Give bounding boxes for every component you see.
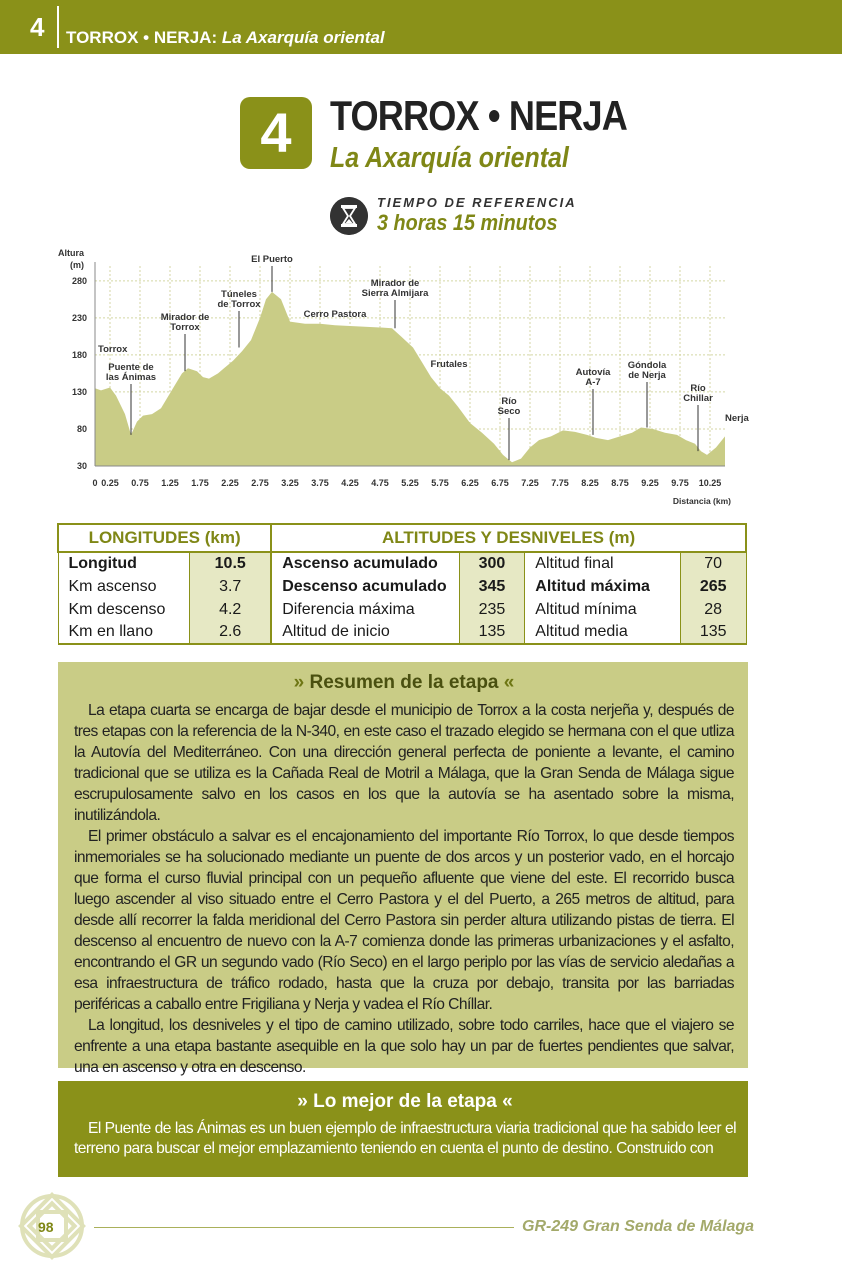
x-tick-label: 6.25 bbox=[461, 478, 479, 488]
waypoint-label: Mirador de bbox=[370, 278, 420, 289]
x-tick-label: 7.75 bbox=[551, 478, 569, 488]
descent-label: Descenso acumulado bbox=[271, 575, 459, 598]
final-altitude-value: 70 bbox=[680, 552, 746, 575]
waypoint-label: A-7 bbox=[585, 377, 601, 388]
stage-stats-table bbox=[57, 523, 747, 645]
x-tick-label: 2.75 bbox=[251, 478, 269, 488]
max-difference-label: Diferencia máxima bbox=[271, 598, 459, 621]
waypoint-label: Nerja bbox=[725, 413, 749, 424]
elevation-profile-chart bbox=[50, 244, 760, 514]
x-tick-label: 1.25 bbox=[161, 478, 179, 488]
start-altitude-label: Altitud de inicio bbox=[271, 621, 459, 644]
summary-paragraph: La etapa cuarta se encarga de bajar desde el municipio de Torrox a la costa nerjeña y, después de tres etapas con la referencia de la N-340, en este caso el trazado elegido se hermana con el que utliza la Autovía del Mediterráneo. Con una dirección general perfecta de poniente a levante, el camino tradicional que se utiliza es la Cañada Real de Motril a Málaga, que la Gran Senda de Málaga sigue escrupulosamente salvo en los casos en los que la autovía se ha asentado sobre la misma, inutilizándola. bbox=[74, 702, 734, 824]
waypoint-label: Chillar bbox=[683, 393, 713, 404]
double-chevron-left-icon: « bbox=[503, 672, 515, 693]
ascent-value: 300 bbox=[459, 552, 525, 575]
waypoint-label: las Ánimas bbox=[105, 372, 157, 383]
x-tick-label: 9.25 bbox=[641, 478, 659, 488]
y-tick-label: 230 bbox=[71, 312, 87, 323]
max-altitude-label: Altitud máxima bbox=[525, 575, 681, 598]
altitudes-header: ALTITUDES Y DESNIVELES (m) bbox=[271, 524, 746, 552]
x-tick-label: 3.75 bbox=[311, 478, 329, 488]
lengths-header: LONGITUDES (km) bbox=[58, 524, 271, 552]
start-altitude-value: 135 bbox=[459, 621, 525, 644]
min-altitude-value: 28 bbox=[680, 598, 746, 621]
x-tick-label: 0.25 bbox=[101, 478, 119, 488]
highlights-heading-text: Lo mejor de la etapa bbox=[313, 1091, 497, 1112]
header-stage-number: 4 bbox=[30, 12, 45, 42]
x-tick-label: 3.25 bbox=[281, 478, 299, 488]
length-value: 10.5 bbox=[190, 552, 271, 575]
stats-header-row bbox=[58, 524, 746, 552]
mean-altitude-label: Altitud media bbox=[525, 621, 681, 644]
stage-title: TORROX • NERJA bbox=[330, 92, 627, 139]
waypoint-label: Torrox bbox=[170, 322, 200, 333]
waypoint-label: Góndola bbox=[627, 360, 667, 371]
x-tick-label: 8.75 bbox=[611, 478, 629, 488]
descent-value: 345 bbox=[459, 575, 525, 598]
header-title-main: TORROX • NERJA: bbox=[66, 28, 218, 47]
km-flat-label: Km en llano bbox=[58, 621, 190, 644]
waypoint-label: de Torrox bbox=[217, 299, 261, 310]
waypoint-label: Sierra Almijara bbox=[361, 288, 429, 299]
waypoint-label: Puente de bbox=[108, 362, 154, 373]
km-descent-label: Km descenso bbox=[58, 598, 190, 621]
x-tick-label: 7.25 bbox=[521, 478, 539, 488]
footer-rule bbox=[94, 1227, 514, 1228]
summary-heading bbox=[74, 672, 734, 694]
summary-paragraph: La longitud, los desniveles y el tipo de camino utilizado, sobre todo carriles, hace que el viajero se enfrente a una etapa bastante asequible en la que solo hay un par de fuertes pendientes que salvar, una en ascenso y otra en descenso. bbox=[74, 1017, 734, 1076]
waypoint-label: Río bbox=[690, 383, 706, 394]
y-tick-label: 180 bbox=[71, 349, 87, 360]
waypoint-label: Cerro Pastora bbox=[303, 309, 367, 320]
summary-heading-text: Resumen de la etapa bbox=[309, 672, 499, 693]
km-ascent-value: 3.7 bbox=[190, 575, 271, 598]
x-tick-label: 0 bbox=[92, 478, 98, 488]
waypoint-label: Autovía bbox=[575, 367, 611, 378]
y-axis-unit: (m) bbox=[70, 260, 84, 270]
waypoint-label: Mirador de bbox=[160, 312, 210, 323]
y-tick-label: 30 bbox=[76, 461, 87, 471]
final-altitude-label: Altitud final bbox=[525, 552, 681, 575]
x-axis-title: Distancia (km) bbox=[672, 496, 731, 506]
page-number: 98 bbox=[38, 1219, 54, 1235]
header-divider bbox=[57, 6, 59, 48]
table-row bbox=[58, 552, 746, 575]
waypoint-label: Túneles bbox=[221, 289, 257, 300]
stage-summary bbox=[58, 662, 748, 1076]
series-title: GR-249 Gran Senda de Málaga bbox=[522, 1218, 755, 1235]
waypoint-label: Seco bbox=[497, 406, 521, 417]
x-tick-label: 5.25 bbox=[401, 478, 419, 488]
x-tick-label: 2.25 bbox=[221, 478, 239, 488]
stage-number-badge: 4 bbox=[240, 97, 312, 169]
x-tick-label: 10.25 bbox=[698, 478, 722, 488]
table-row bbox=[58, 621, 746, 644]
y-tick-label: 130 bbox=[71, 386, 87, 397]
min-altitude-label: Altitud mínima bbox=[525, 598, 681, 621]
x-tick-label: 5.75 bbox=[431, 478, 449, 488]
double-chevron-right-icon: » bbox=[297, 1091, 308, 1112]
km-descent-value: 4.2 bbox=[190, 598, 271, 621]
highlights-heading bbox=[74, 1091, 736, 1113]
max-difference-value: 235 bbox=[459, 598, 525, 621]
waypoint-label: de Nerja bbox=[628, 370, 666, 381]
waypoint-label: Frutales bbox=[430, 359, 468, 370]
max-altitude-value: 265 bbox=[680, 575, 746, 598]
length-label: Longitud bbox=[58, 552, 190, 575]
table-row bbox=[58, 598, 746, 621]
mean-altitude-value: 135 bbox=[680, 621, 746, 644]
table-row bbox=[58, 575, 746, 598]
stage-subtitle: La Axarquía oriental bbox=[330, 142, 569, 174]
double-chevron-left-icon: « bbox=[502, 1091, 513, 1112]
x-tick-label: 4.25 bbox=[341, 478, 359, 488]
y-tick-label: 80 bbox=[76, 423, 87, 434]
km-flat-value: 2.6 bbox=[190, 621, 271, 644]
km-ascent-label: Km ascenso bbox=[58, 575, 190, 598]
x-tick-label: 6.75 bbox=[491, 478, 509, 488]
waypoint-label: Río bbox=[501, 396, 517, 407]
x-tick-label: 9.75 bbox=[671, 478, 689, 488]
x-tick-label: 8.25 bbox=[581, 478, 599, 488]
x-tick-label: 1.75 bbox=[191, 478, 209, 488]
x-tick-label: 0.75 bbox=[131, 478, 149, 488]
ascent-label: Ascenso acumulado bbox=[271, 552, 459, 575]
y-axis-title: Altura bbox=[57, 248, 84, 258]
stage-highlights bbox=[58, 1081, 748, 1177]
waypoint-label: El Puerto bbox=[251, 254, 293, 265]
double-chevron-right-icon: » bbox=[293, 672, 305, 693]
hourglass-icon bbox=[330, 197, 368, 235]
waypoint-label: Torrox bbox=[98, 344, 128, 355]
header-title-sub: La Axarquía oriental bbox=[221, 28, 385, 47]
highlights-paragraph: El Puente de las Ánimas es un buen ejemplo de infraestructura viaria tradicional que ha sabido leer el terreno para buscar el mejor emplazamiento teniendo en cuenta el punto de destino. Construido con bbox=[74, 1120, 736, 1157]
header-title bbox=[66, 28, 385, 48]
x-tick-label: 4.75 bbox=[371, 478, 389, 488]
y-tick-label: 280 bbox=[71, 275, 87, 286]
time-value: 3 horas 15 minutos bbox=[377, 210, 558, 235]
summary-paragraph: El primer obstáculo a salvar es el encajonamiento del importante Río Torrox, lo que desde tiempos inmemoriales se ha solucionado mediante un puente de dos arcos y un posterior vado, en el horcajo que forma el curso fluvial principal con un pequeño afluente que viene del este. El recorrido busca luego ascender al viso situado entre el Cerro Pastora y el del Puerto, a 265 metros de altitud, para desde allí recorrer la falda meridional del Cerro Pastora sin perder altura utilizando pistas de tierra. El descenso al encuentro de nuevo con la A-7 comienza donde las primeras urbanizaciones y el asfalto, encontrando el GR un segundo vado (Río Seco) en el largo periplo por las vías de servicio aledañas a esa infraestructura de tráfico rodado, hasta que la cruza por debajo, transita por las barriadas periféricas a caballo entre Frigiliana y Nerja y vadea el Río Chíllar. bbox=[74, 828, 734, 1013]
running-header bbox=[0, 0, 842, 54]
time-label: TIEMPO DE REFERENCIA bbox=[377, 195, 577, 210]
